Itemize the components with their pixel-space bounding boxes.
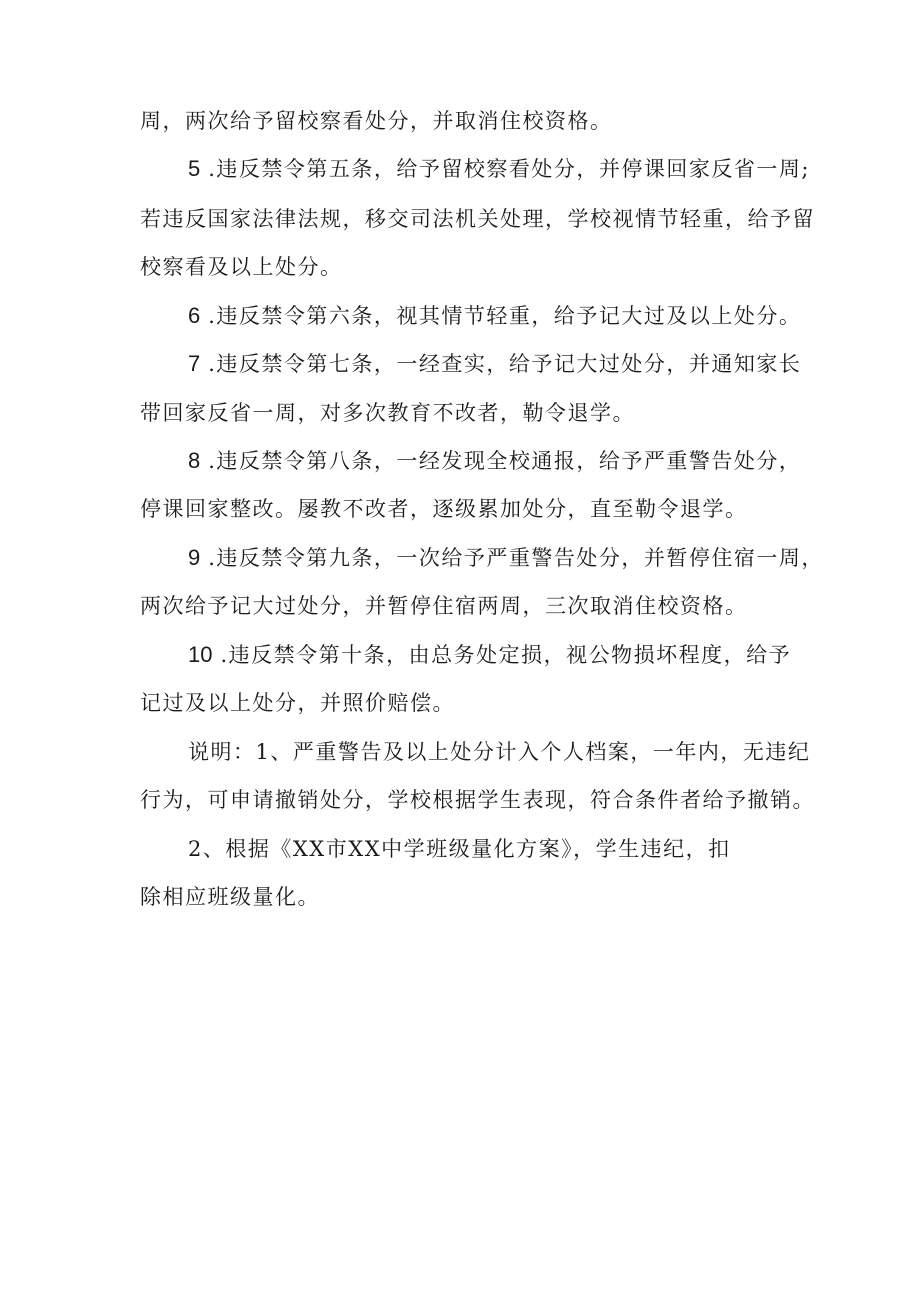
paragraph-line xyxy=(140,688,455,718)
paragraph-line xyxy=(140,204,815,234)
paragraph-line xyxy=(140,106,613,136)
paragraph-line xyxy=(188,737,810,767)
item-number: 6 xyxy=(188,303,201,328)
item-number: 8 xyxy=(188,448,201,473)
paragraph-line xyxy=(188,834,731,864)
line-text: 行为，可申请撤销处分，学校根据学生表现，符合条件者给予撤销。 xyxy=(140,788,815,812)
item-number: 10 xyxy=(188,642,213,667)
line-text: 带回家反省一周，对多次教育不改者，勒令退学。 xyxy=(140,401,635,425)
line-text: .违反禁令第八条，一经发现全校通报，给予严重警告处分， xyxy=(208,449,802,473)
line-text: 说明：1、严重警告及以上处分计入个人档案，一年内，无违纪 xyxy=(188,740,811,764)
line-text: .违反禁令第九条，一次给予严重警告处分，并暂停住宿一周， xyxy=(208,546,824,570)
line-text: .违反禁令第六条，视其情节轻重，给予记大过及以上处分。 xyxy=(208,304,802,328)
paragraph-line xyxy=(188,301,801,331)
paragraph-line xyxy=(140,398,635,428)
paragraph-line xyxy=(188,154,810,184)
paragraph-line xyxy=(140,882,320,912)
line-text: .违反禁令第十条，由总务处定损，视公物损坏程度，给予 xyxy=(220,643,792,667)
paragraph-line xyxy=(188,349,801,379)
line-text: 若违反国家法律法规，移交司法机关处理，学校视情节轻重，给予留 xyxy=(140,207,815,231)
paragraph-line xyxy=(140,494,748,524)
paragraph-line xyxy=(140,785,815,815)
paragraph-line xyxy=(188,543,824,573)
line-text: 两次给予记大过处分，并暂停住宿两周，三次取消住校资格。 xyxy=(140,594,748,618)
item-number: 9 xyxy=(188,545,201,570)
paragraph-line xyxy=(188,446,801,476)
line-text: 除相应班级量化。 xyxy=(140,885,320,909)
item-number: 7 xyxy=(188,351,201,376)
line-text: 2、根据《XX市XX中学班级量化方案》，学生违纪，扣 xyxy=(188,837,731,861)
paragraph-line xyxy=(188,640,791,670)
line-text: 记过及以上处分，并照价赔偿。 xyxy=(140,691,455,715)
line-text: 停课回家整改。屡教不改者，逐级累加处分，直至勒令退学。 xyxy=(140,497,748,521)
paragraph-line xyxy=(140,591,748,621)
line-text: 校察看及以上处分。 xyxy=(140,255,343,279)
line-text: 周，两次给予留校察看处分，并取消住校资格。 xyxy=(140,109,613,133)
paragraph-line xyxy=(140,252,343,282)
line-text: .违反禁令第五条，给予留校察看处分，并停课回家反省一周; xyxy=(208,157,810,181)
line-text: .违反禁令第七条，一经查实，给予记大过处分，并通知家长 xyxy=(208,352,802,376)
item-number: 5 xyxy=(188,156,201,181)
